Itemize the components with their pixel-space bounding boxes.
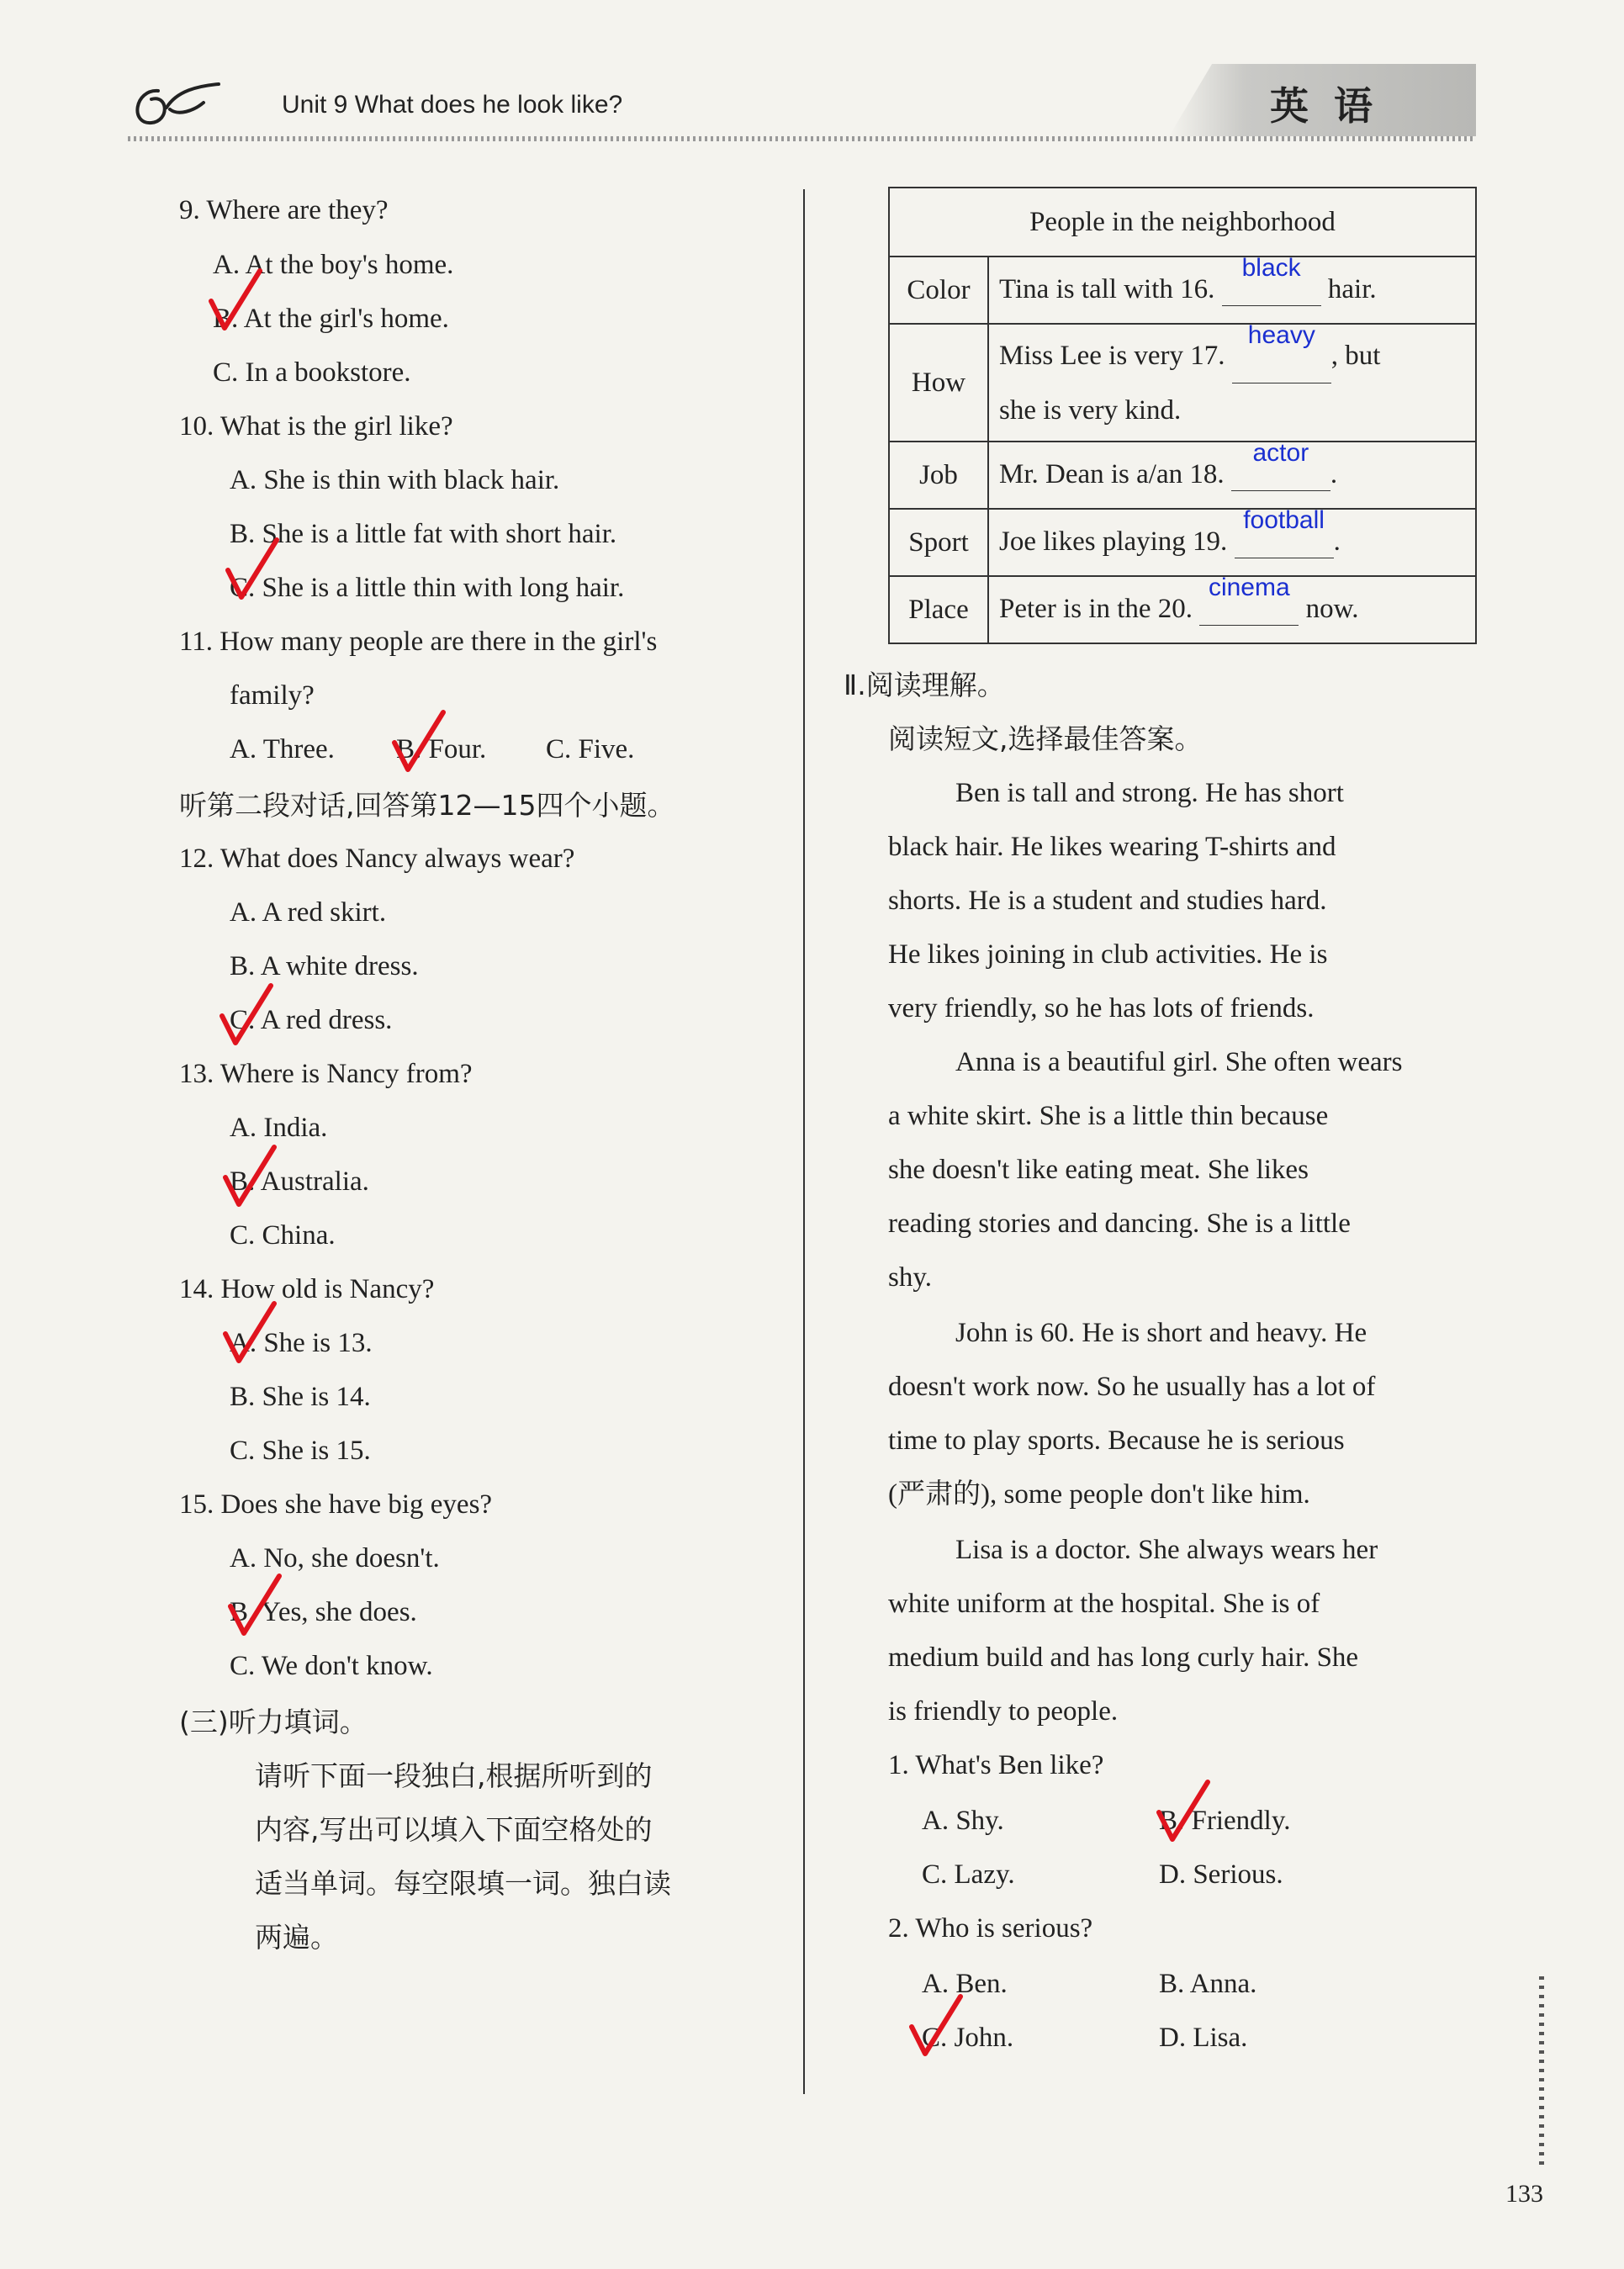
reading-instruction: 阅读短文,选择最佳答案。 [888,722,1203,755]
blank-20 [1199,574,1299,626]
q13-option-b: B. Australia. [230,1166,369,1197]
q10-option-a: A. She is thin with black hair. [230,465,560,495]
check-mark-icon [217,982,276,1050]
q12-question: 12. What does Nancy always wear? [179,844,575,874]
q14-option-a: A. She is 13. [230,1328,373,1358]
check-mark-icon [907,1993,965,2060]
header-dotted-rule [128,136,1476,141]
part3-instruction-line2: 内容,写出可以填入下面空格处的 [255,1813,653,1846]
q9-option-c: C. In a bookstore. [213,357,411,388]
r2-option-c: C. John. [922,2023,1014,2053]
table-row-place: Peter is in the 20. cinema now. [988,576,1476,643]
r2-option-a: A. Ben. [922,1969,1008,1999]
table-label-job: Job [889,442,988,509]
q13-option-c: C. China. [230,1220,336,1251]
section2-instruction: 听第二段对话,回答第12—15四个小题。 [179,789,675,822]
passage-line-13: time to play sports. Because he is serious [888,1425,1345,1456]
check-mark-icon [220,1300,279,1367]
q9-question: 9. Where are they? [179,195,389,225]
answer-19: football [1243,506,1325,534]
blank-19 [1235,506,1334,558]
column-divider [803,189,805,2094]
passage-line-10: shy. [888,1262,932,1293]
margin-dotted-rule [1539,1976,1544,2170]
q15-option-c: C. We don't know. [230,1651,433,1681]
table-row-color: Tina is tall with 16. black hair. [988,257,1476,324]
table-row-sport: Joe likes playing 19. football . [988,509,1476,576]
subject-title: 英语 [1270,83,1398,129]
passage-line-5: very friendly, so he has lots of friends. [888,993,1315,1023]
q9-option-b: B. At the girl's home. [213,304,449,334]
check-mark-icon [389,709,448,776]
table-label-color: Color [889,257,988,324]
table-label-place: Place [889,576,988,643]
passage-line-14: (严肃的), some people don't like him. [888,1479,1310,1510]
table-title: People in the neighborhood [889,188,1476,257]
r1-option-a: A. Shy. [922,1806,1004,1836]
q13-question: 13. Where is Nancy from? [179,1059,473,1089]
r2-question: 2. Who is serious? [888,1913,1093,1944]
answer-18: actor [1252,439,1309,467]
table-label-how: How [889,324,988,442]
q15-question: 15. Does she have big eyes? [179,1489,493,1520]
passage-line-18: is friendly to people. [888,1696,1119,1727]
q15-option-b: B. Yes, she does. [230,1597,417,1627]
passage-line-9: reading stories and dancing. She is a little [888,1209,1351,1239]
blank-16 [1222,254,1321,306]
passage-line-7: a white skirt. She is a little thin because [888,1101,1329,1131]
part3-heading: (三)听力填词。 [179,1706,368,1738]
answer-17: heavy [1247,320,1315,349]
q11-question-line1: 11. How many people are there in the girl's [179,627,658,657]
q12-option-b: B. A white dress. [230,951,419,981]
q10-option-b: B. She is a little fat with short hair. [230,519,617,549]
logo-swirl-icon [126,74,227,133]
q12-option-a: A. A red skirt. [230,897,387,928]
page-number: 133 [1505,2180,1543,2208]
check-mark-icon [220,1144,279,1211]
blank-17 [1232,320,1331,383]
table-row-how: Miss Lee is very 17. heavy , but she is very kind. [988,324,1476,442]
passage-line-11: John is 60. He is short and heavy. He [955,1318,1367,1348]
passage-line-16: white uniform at the hospital. She is of [888,1589,1320,1619]
passage-line-3: shorts. He is a student and studies hard. [888,886,1327,916]
check-mark-icon [1154,1779,1213,1846]
answer-16: black [1241,254,1301,282]
r2-option-b: B. Anna. [1159,1969,1257,1999]
q11-option-a: A. Three. [230,734,335,764]
q14-option-c: C. She is 15. [230,1436,371,1466]
passage-line-8: she doesn't like eating meat. She likes [888,1155,1309,1185]
table-row-job: Mr. Dean is a/an 18. actor . [988,442,1476,509]
check-mark-icon [206,267,265,335]
passage-line-17: medium build and has long curly hair. She [888,1642,1359,1673]
table-label-sport: Sport [889,509,988,576]
q10-question: 10. What is the girl like? [179,411,453,442]
q9-option-a: A. At the boy's home. [213,250,454,280]
q11-option-c: C. Five. [546,734,635,764]
q14-option-b: B. She is 14. [230,1382,371,1412]
q14-question: 14. How old is Nancy? [179,1274,435,1304]
part3-instruction-line4: 两遍。 [255,1921,338,1954]
q11-option-b: B. Four. [396,734,487,764]
passage-line-1: Ben is tall and strong. He has short [955,778,1344,808]
passage-line-4: He likes joining in club activities. He is [888,939,1328,970]
check-mark-icon [223,537,282,604]
q13-option-a: A. India. [230,1113,328,1143]
passage-line-2: black hair. He likes wearing T-shirts and [888,832,1336,862]
q11-question-line2: family? [230,680,315,711]
r1-option-c: C. Lazy. [922,1859,1015,1890]
part3-instruction-line3: 适当单词。每空限填一词。独白读 [255,1867,671,1900]
neighborhood-table [888,187,1477,644]
unit-title: Unit 9 What does he look like? [282,91,623,119]
answer-20: cinema [1208,574,1290,601]
r1-option-b: B. Friendly. [1159,1806,1291,1836]
q10-option-c: C. She is a little thin with long hair. [230,573,625,603]
r1-option-d: D. Serious. [1159,1859,1283,1890]
passage-line-6: Anna is a beautiful girl. She often wears [955,1047,1403,1077]
q15-option-a: A. No, she doesn't. [230,1543,440,1573]
passage-line-12: doesn't work now. So he usually has a lot of [888,1372,1376,1402]
reading-heading: Ⅱ.阅读理解。 [844,669,1005,701]
blank-18 [1231,439,1330,491]
r2-option-d: D. Lisa. [1159,2023,1248,2053]
passage-line-15: Lisa is a doctor. She always wears her [955,1535,1378,1565]
check-mark-icon [225,1573,284,1640]
part3-instruction-line1: 请听下面一段独白,根据所听到的 [255,1759,653,1792]
r1-question: 1. What's Ben like? [888,1750,1104,1780]
q12-option-c: C. A red dress. [230,1005,393,1035]
